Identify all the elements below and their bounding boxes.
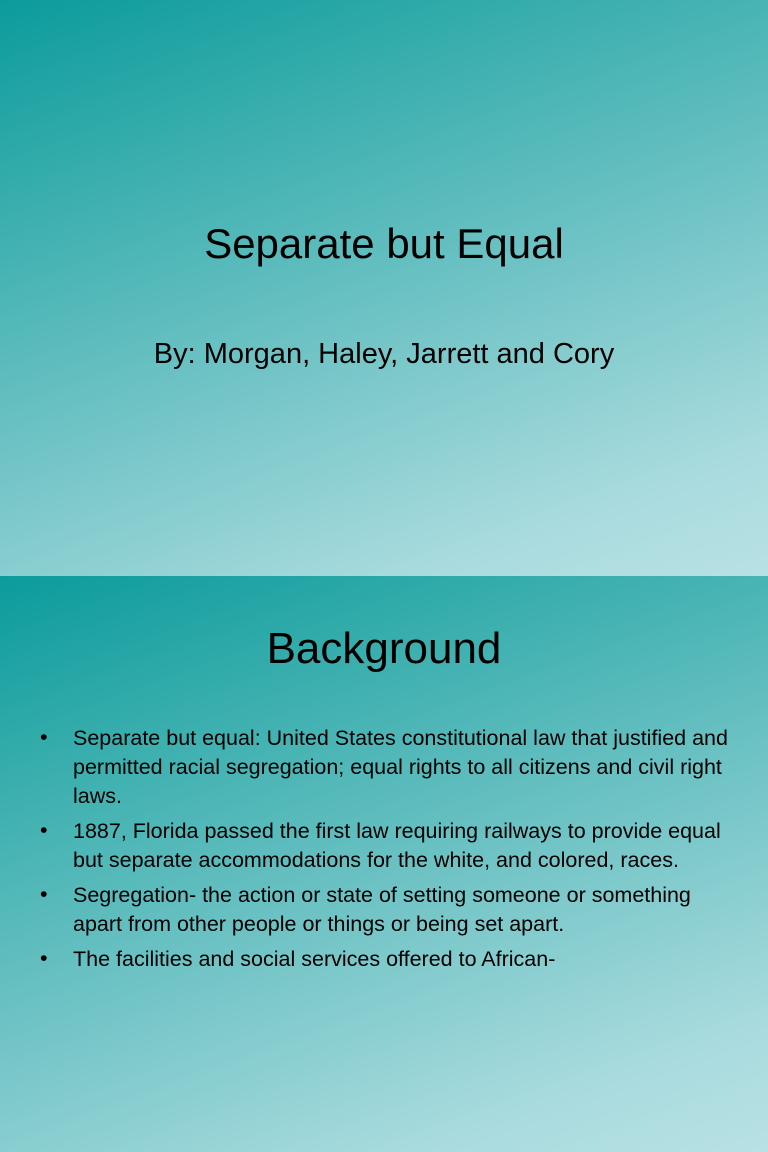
bullet-list <box>40 724 730 980</box>
bullet-icon: • <box>40 818 48 842</box>
bullet-item <box>40 945 730 974</box>
bullet-icon: • <box>40 882 48 906</box>
presentation-title: Separate but Equal <box>204 220 564 267</box>
bullet-icon: • <box>40 725 48 749</box>
bullet-item <box>40 881 730 939</box>
presentation-authors: By: Morgan, Haley, Jarrett and Cory <box>153 338 615 370</box>
slide-background <box>0 576 768 1152</box>
slide-heading: Background <box>266 624 502 673</box>
bullet-item <box>40 724 730 811</box>
bullet-text: Separate but equal: United States constitutional law that justified and permitted racial segregation; equal rights to all citizens and civil right laws. <box>73 726 728 808</box>
bullet-item <box>40 817 730 875</box>
bullet-text: 1887, Florida passed the first law requiring railways to provide equal but separate accommodations for the white, and colored, races. <box>73 819 721 872</box>
bullet-text: The facilities and social services offered to African- <box>73 947 556 971</box>
bullet-icon: • <box>40 946 48 970</box>
bullet-text: Segregation- the action or state of setting someone or something apart from other people or things or being set apart. <box>73 883 691 936</box>
